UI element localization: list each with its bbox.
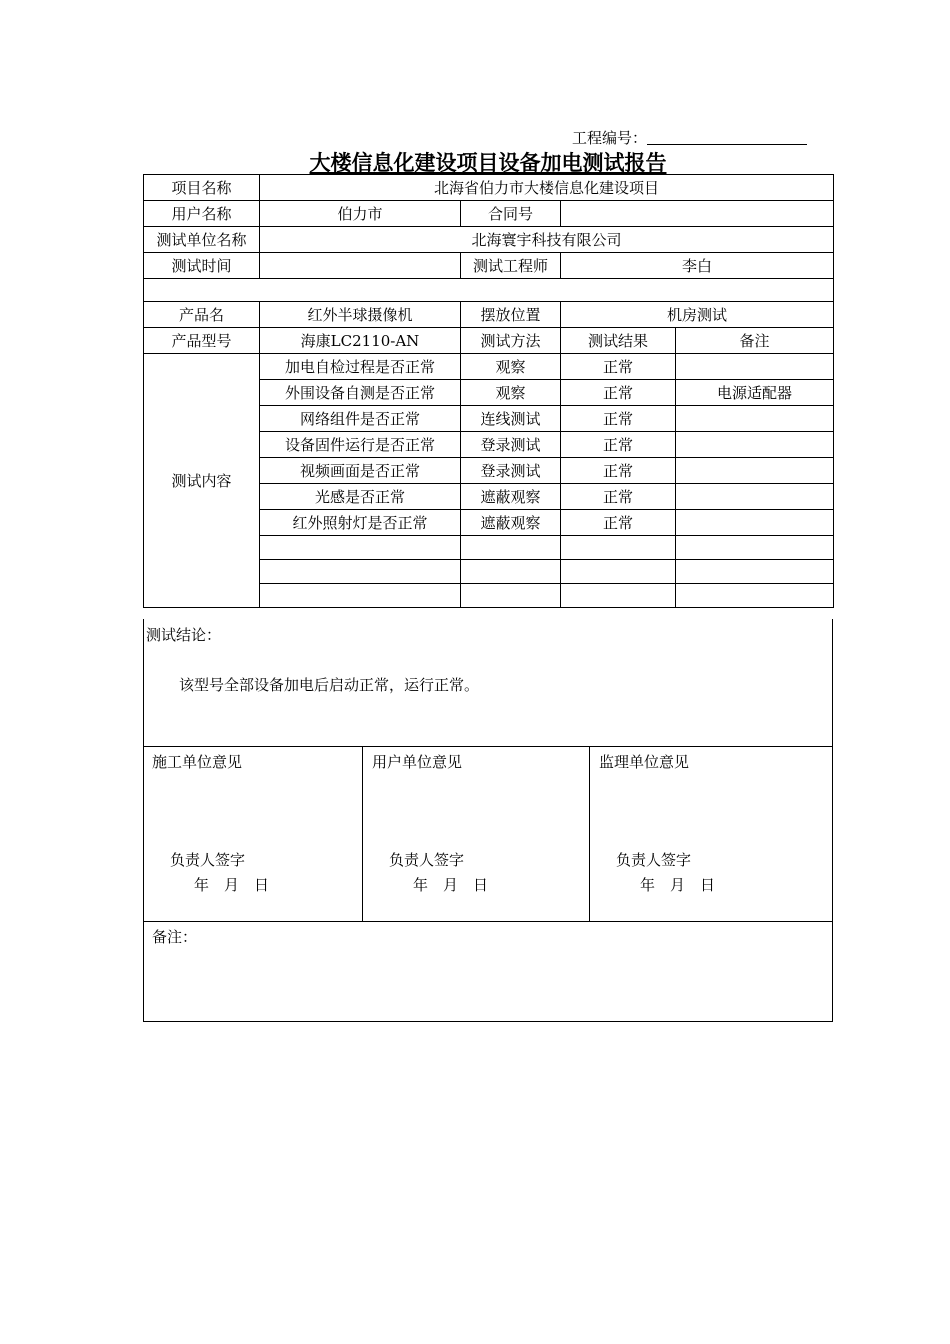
test-remark: [676, 458, 834, 484]
test-remark: [676, 354, 834, 380]
test-remark: 电源适配器: [676, 380, 834, 406]
report-title: 大楼信息化建设项目设备加电测试报告: [309, 150, 667, 175]
location-label: 摆放位置: [461, 302, 561, 328]
opinion-label: 监理单位意见: [599, 753, 690, 771]
test-engineer-label: 测试工程师: [461, 253, 561, 279]
product-name-label: 产品名: [144, 302, 260, 328]
test-result: 正常: [561, 406, 676, 432]
test-result: 正常: [561, 380, 676, 406]
product-name-value: 红外半球摄像机: [260, 302, 461, 328]
test-item: 加电自检过程是否正常: [260, 354, 461, 380]
test-unit-label: 测试单位名称: [144, 227, 260, 253]
remark-label: 备注：: [152, 928, 198, 946]
test-result: 正常: [561, 432, 676, 458]
test-item: 光感是否正常: [260, 484, 461, 510]
signature-label: 负责人签字: [170, 851, 246, 869]
conclusion-section: [143, 619, 833, 747]
user-name-row: [144, 201, 834, 227]
conclusion-label: 测试结论：: [146, 626, 222, 644]
user-name-value: 伯力市: [260, 201, 461, 227]
product-model-value: 海康LC2110-AN: [260, 328, 461, 354]
test-result-header: 测试结果: [561, 328, 676, 354]
test-item: 网络组件是否正常: [260, 406, 461, 432]
project-number-field: [572, 127, 807, 148]
test-method: 观察: [461, 354, 561, 380]
date-label: 年 月 日: [413, 876, 489, 894]
construction-opinion: [144, 747, 362, 921]
project-name-label: 项目名称: [144, 175, 260, 201]
test-remark: [676, 406, 834, 432]
location-value: 机房测试: [561, 302, 834, 328]
conclusion-text: 该型号全部设备加电后启动正常，运行正常。: [179, 676, 480, 694]
test-method: 登录测试: [461, 458, 561, 484]
user-name-label: 用户名称: [144, 201, 260, 227]
project-number-blank: [647, 130, 807, 145]
remark-header: 备注: [676, 328, 834, 354]
test-result: 正常: [561, 484, 676, 510]
contract-no-label: 合同号: [461, 201, 561, 227]
test-method: 登录测试: [461, 432, 561, 458]
test-time-label: 测试时间: [144, 253, 260, 279]
contract-no-value: [561, 201, 834, 227]
opinion-label: 施工单位意见: [152, 753, 243, 771]
remark-section: [143, 921, 833, 1022]
test-result: 正常: [561, 510, 676, 536]
test-engineer-value: 李白: [561, 253, 834, 279]
test-time-value: [260, 253, 461, 279]
signature-label: 负责人签字: [389, 851, 465, 869]
test-method: 连线测试: [461, 406, 561, 432]
test-method: 遮蔽观察: [461, 484, 561, 510]
opinions-section: [143, 746, 833, 922]
user-opinion: [362, 747, 589, 921]
test-unit-value: 北海寰宇科技有限公司: [260, 227, 834, 253]
project-name-value: 北海省伯力市大楼信息化建设项目: [260, 175, 834, 201]
test-remark: [676, 510, 834, 536]
project-name-row: [144, 175, 834, 201]
date-label: 年 月 日: [194, 876, 270, 894]
signature-label: 负责人签字: [616, 851, 692, 869]
test-remark: [676, 484, 834, 510]
test-remark: [676, 432, 834, 458]
test-content-label: 测试内容: [144, 354, 260, 608]
test-report-table: [143, 174, 834, 608]
test-item: 红外照射灯是否正常: [260, 510, 461, 536]
test-result: 正常: [561, 354, 676, 380]
test-item: 外围设备自测是否正常: [260, 380, 461, 406]
product-model-label: 产品型号: [144, 328, 260, 354]
opinion-label: 用户单位意见: [372, 753, 463, 771]
project-number-label: 工程编号：: [572, 129, 648, 147]
supervision-opinion: [589, 747, 832, 921]
date-label: 年 月 日: [640, 876, 716, 894]
test-result: 正常: [561, 458, 676, 484]
product-name-row: [144, 302, 834, 328]
test-item: 视频画面是否正常: [260, 458, 461, 484]
test-unit-row: [144, 227, 834, 253]
test-item: 设备固件运行是否正常: [260, 432, 461, 458]
test-method: 遮蔽观察: [461, 510, 561, 536]
test-method: 观察: [461, 380, 561, 406]
test-method-header: 测试方法: [461, 328, 561, 354]
spacer-row: [144, 279, 834, 302]
test-time-row: [144, 253, 834, 279]
product-model-row: [144, 328, 834, 354]
table-row: [144, 354, 834, 380]
